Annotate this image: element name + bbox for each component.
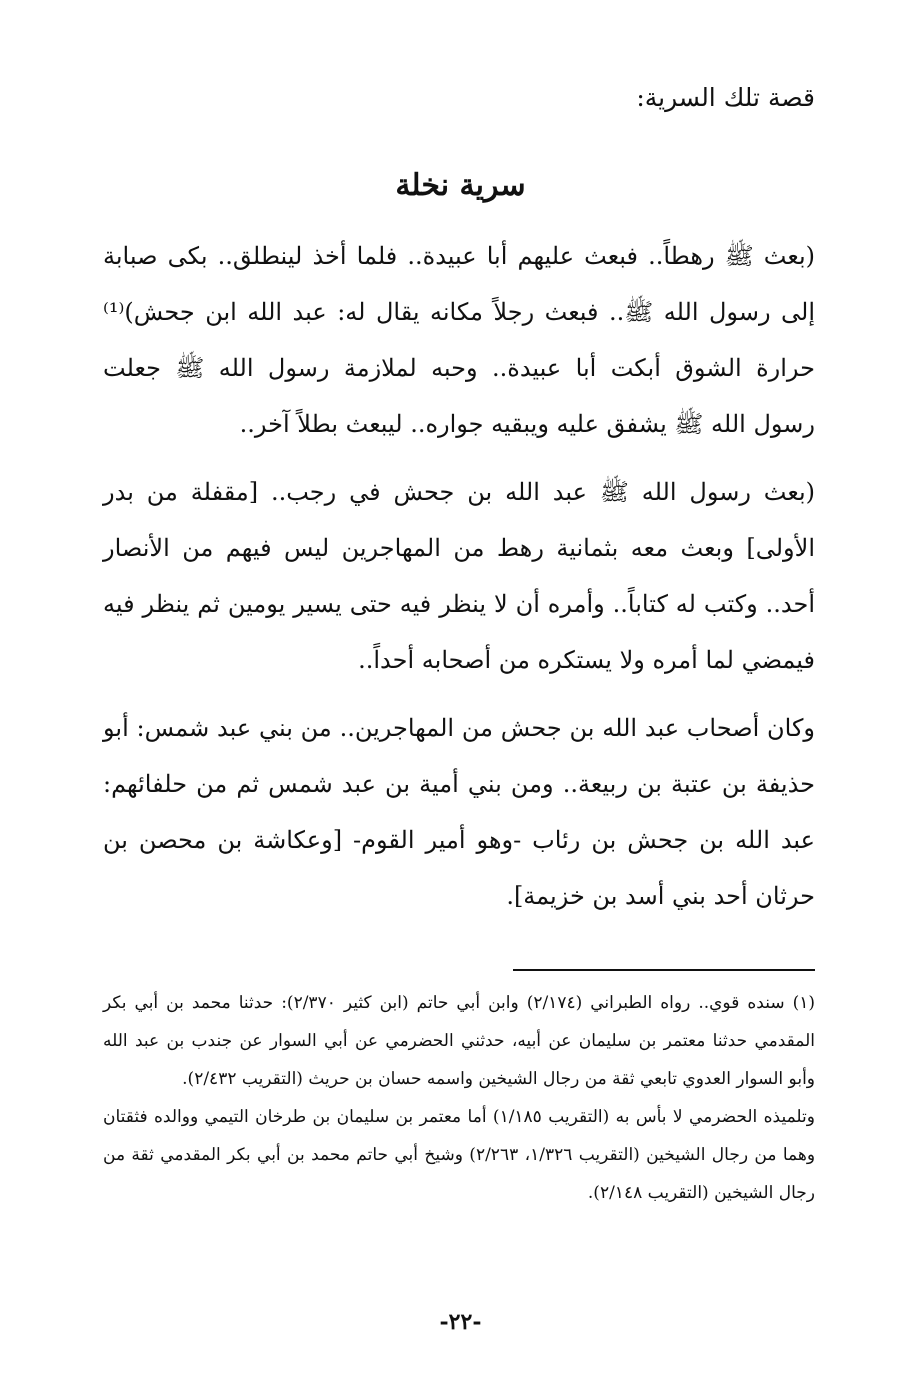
- main-text: [103, 228, 815, 936]
- paragraph-2: (بعث رسول الله ﷺ عبد الله بن جحش في رجب.. [مقفلة من بدر الأولى] وبعث معه بثمانية رهط من المهاجرين ليس فيهم من الأنصار أحد.. وكتب له كتاباً.. وأمره أن لا ينظر فيه حتى يسير يومين ثم ينظر فيه فيمضي لما أمره ولا يستكره من أصحابه أحداً..: [103, 478, 815, 674]
- paragraph-3: وكان أصحاب عبد الله بن جحش من المهاجرين.. من بني عبد شمس: أبو حذيفة بن عتبة بن ربيعة.. ومن بني أمية بن عبد شمس ثم من حلفائهم: عبد الله بن جحش بن رئاب -وهو أمير القوم- [وعكاشة بن محصن بن حرثان أحد بني أسد بن خزيمة].: [103, 714, 815, 910]
- footnotes: [103, 984, 815, 1212]
- section-label: قصة تلك السرية:: [636, 83, 815, 112]
- chapter-title: سرية نخلة: [395, 168, 526, 203]
- footnote-1-continued: وتلميذه الحضرمي لا بأس به (التقريب ١/١٨٥) أما معتمر بن سليمان بن طرخان التيمي ووالده فثقتان وهما من رجال الشيخين (التقريب ١/٣٢٦، ٢/٢٦٣) وشيخ أبي حاتم محمد بن أبي بكر المقدمي ثقة من رجال الشيخين (التقريب ٢/١٤٨).: [103, 1107, 816, 1203]
- footnote-divider: [513, 969, 815, 971]
- footnote-1: (١) سنده قوي.. رواه الطبراني (٢/١٧٤) وابن أبي حاتم (ابن كثير ٢/٣٧٠): حدثنا محمد بن أبي بكر المقدمي حدثنا معتمر بن سليمان عن أبيه، حدثني الحضرمي عن أبي السوار عن جندب بن عبد الله وأبو السوار العدوي تابعي ثقة من رجال الشيخين واسمه حسان بن حريث (التقريب ٢/٤٣٢).: [103, 993, 816, 1089]
- page-number: -٢٢-: [439, 1309, 482, 1335]
- paragraph-1: (بعث ﷺ رهطاً.. فبعث عليهم أبا عبيدة.. فلما أخذ لينطلق.. بكى صبابة إلى رسول الله ﷺ.. فبعث رجلاً مكانه يقال له: عبد الله ابن جحش)⁽¹⁾ حرارة الشوق أبكت أبا عبيدة.. وحبه لملازمة رسول الله ﷺ جعلت رسول الله ﷺ يشفق عليه ويبقيه جواره.. ليبعث بطلاً آخر..: [103, 242, 815, 438]
